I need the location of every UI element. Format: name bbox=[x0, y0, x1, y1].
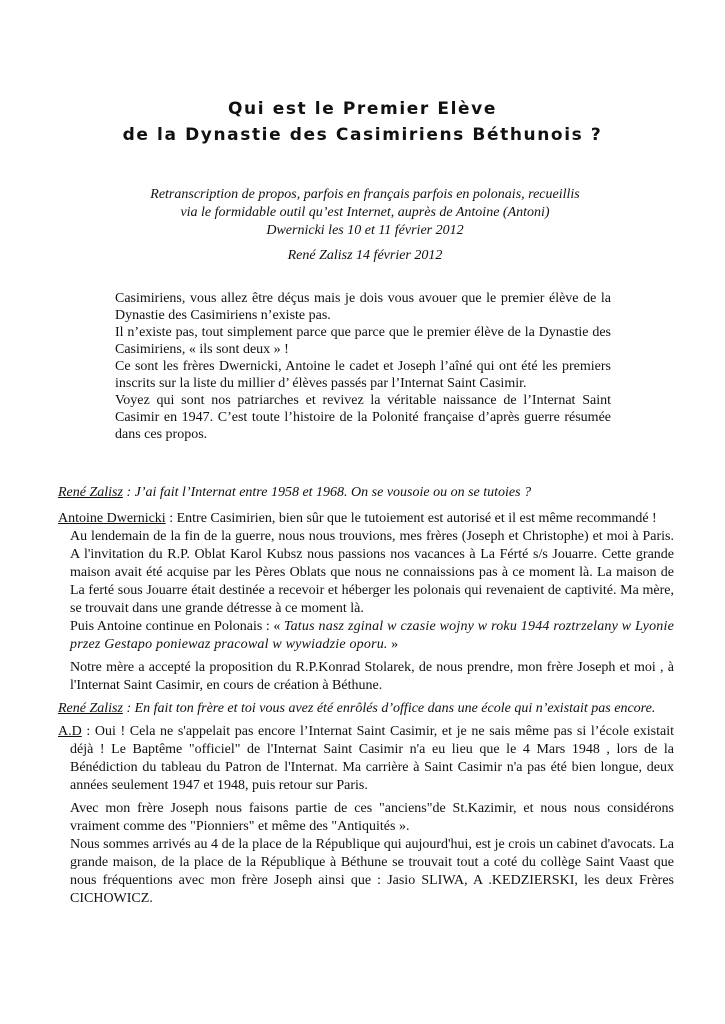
title-line-1: Qui est le Premier Elève bbox=[228, 99, 497, 119]
interview-dialogue bbox=[58, 484, 674, 913]
polish-lead: Puis Antoine continue en Polonais : « bbox=[70, 619, 284, 634]
answer-paragraph: Avec mon frère Joseph nous faisons partie de ces "anciens"de St.Kazimir, et nous nous considérons vraiment comme des "Pionniers" et même des "Antiquités ». bbox=[70, 801, 674, 834]
answer-paragraph bbox=[58, 723, 674, 795]
speaker-name: A.D bbox=[58, 724, 82, 739]
answer-text: : Oui ! Cela ne s'appelait pas encore l’Internat Saint Casimir, et je ne sais même pas si l’école existait déjà ! Le Baptême "officiel" de l'Internat Saint Casimir n'a eu lieu que le 4 Mars 1948 , lors de la Bénédiction du tableau du Patron de l'Internat. Ma carrière à Saint Casimir n'a pas été bien longue, deux années seulement 1947 et 1948, puis retour sur Paris. bbox=[70, 724, 674, 793]
question-1 bbox=[58, 484, 674, 502]
speaker-name: René Zalisz bbox=[58, 485, 123, 500]
speaker-name: Antoine Dwernicki bbox=[58, 511, 166, 526]
question-2 bbox=[58, 700, 674, 718]
answer-paragraph-polish bbox=[70, 618, 674, 654]
summary-paragraph: Il n’existe pas, tout simplement parce que parce que le premier élève de la Dynastie des Casimiriens, « ils sont deux » ! bbox=[115, 325, 611, 357]
answer-paragraph: Nous sommes arrivés au 4 de la place de la République qui aujourd'hui, est je crois un cabinet d'avocats. La grande maison, de la place de la République à Béthune se trouvait tout a coté du collège Saint Vaast que nous fréquentions avec mon frère Joseph ainsi que : Jasio SLIWA, A .KEDZIERSKI, les deux Frères CICHOWICZ. bbox=[70, 837, 674, 906]
document-title bbox=[0, 96, 725, 148]
summary-block bbox=[115, 290, 611, 443]
answer-2-continued bbox=[70, 800, 674, 908]
answer-paragraph: Notre mère a accepté la proposition du R.P.Konrad Stolarek, de nous prendre, mon frère Joseph et moi , à l'Internat Saint Casimir, en cours de création à Béthune. bbox=[70, 660, 674, 693]
answer-1 bbox=[58, 510, 674, 654]
summary-paragraph: Voyez qui sont nos patriarches et revivez la véritable naissance de l’Internat Saint Casimir en 1947. C’est toute l’histoire de la Polonité française d’après guerre résumée dans ces propos. bbox=[115, 393, 611, 442]
polish-close: » bbox=[387, 637, 399, 652]
question-text: : En fait ton frère et toi vous avez été enrôlés d’office dans une école qui n’existait pas encore. bbox=[122, 701, 656, 716]
title-line-2: de la Dynastie des Casimiriens Béthunois ? bbox=[122, 125, 603, 145]
author-date: René Zalisz 14 février 2012 bbox=[287, 248, 443, 263]
summary-paragraph: Casimiriens, vous allez être déçus mais je dois vous avouer que le premier élève de la Dynastie des Casimiriens n’existe pas. bbox=[115, 291, 611, 323]
answer-paragraph bbox=[58, 510, 674, 528]
intro-note: Retranscription de propos, parfois en français parfois en polonais, recueillis via le formidable outil qu’est Internet, auprès de Antoine (Antoni) Dwernicki les 10 et 11 février 2012 bbox=[150, 187, 580, 238]
speaker-name: René Zalisz bbox=[58, 701, 123, 716]
answer-paragraph: Au lendemain de la fin de la guerre, nous nous trouvions, mes frères (Joseph et Christophe) et moi à Paris. A l'invitation du R.P. Oblat Karol Kubsz nous passions nos vacances à La Férté s/s Jouarre. Cette grande maison avait été acquise par les Pères Oblats que nous ne connaissions pas à ce moment là. La maison de La ferté sous Jouarre était destinée a recevoir et héberger les polonais qui revenaient de captivité. Ma mère, se trouvait dans une grande détresse à ce moment là. bbox=[70, 529, 674, 616]
summary-paragraph: Ce sont les frères Dwernicki, Antoine le cadet et Joseph l’aîné qui ont été les premiers inscrits sur la liste du millier d’ élèves passés par l’Internat Saint Casimir. bbox=[115, 359, 611, 391]
answer-text: : Entre Casimirien, bien sûr que le tutoiement est autorisé et il est même recommandé ! bbox=[165, 511, 657, 526]
question-text: : J’ai fait l’Internat entre 1958 et 1968. On se vousoie ou on se tutoies ? bbox=[122, 485, 532, 500]
answer-1-continued bbox=[70, 659, 674, 695]
polish-quote: Tatus nasz zginal w czasie wojny w roku 1944 roztrzelany w Lyonie przez Gestapo poniewaz pracowal w wywiadzie oporu. bbox=[70, 619, 674, 652]
answer-2 bbox=[58, 723, 674, 795]
